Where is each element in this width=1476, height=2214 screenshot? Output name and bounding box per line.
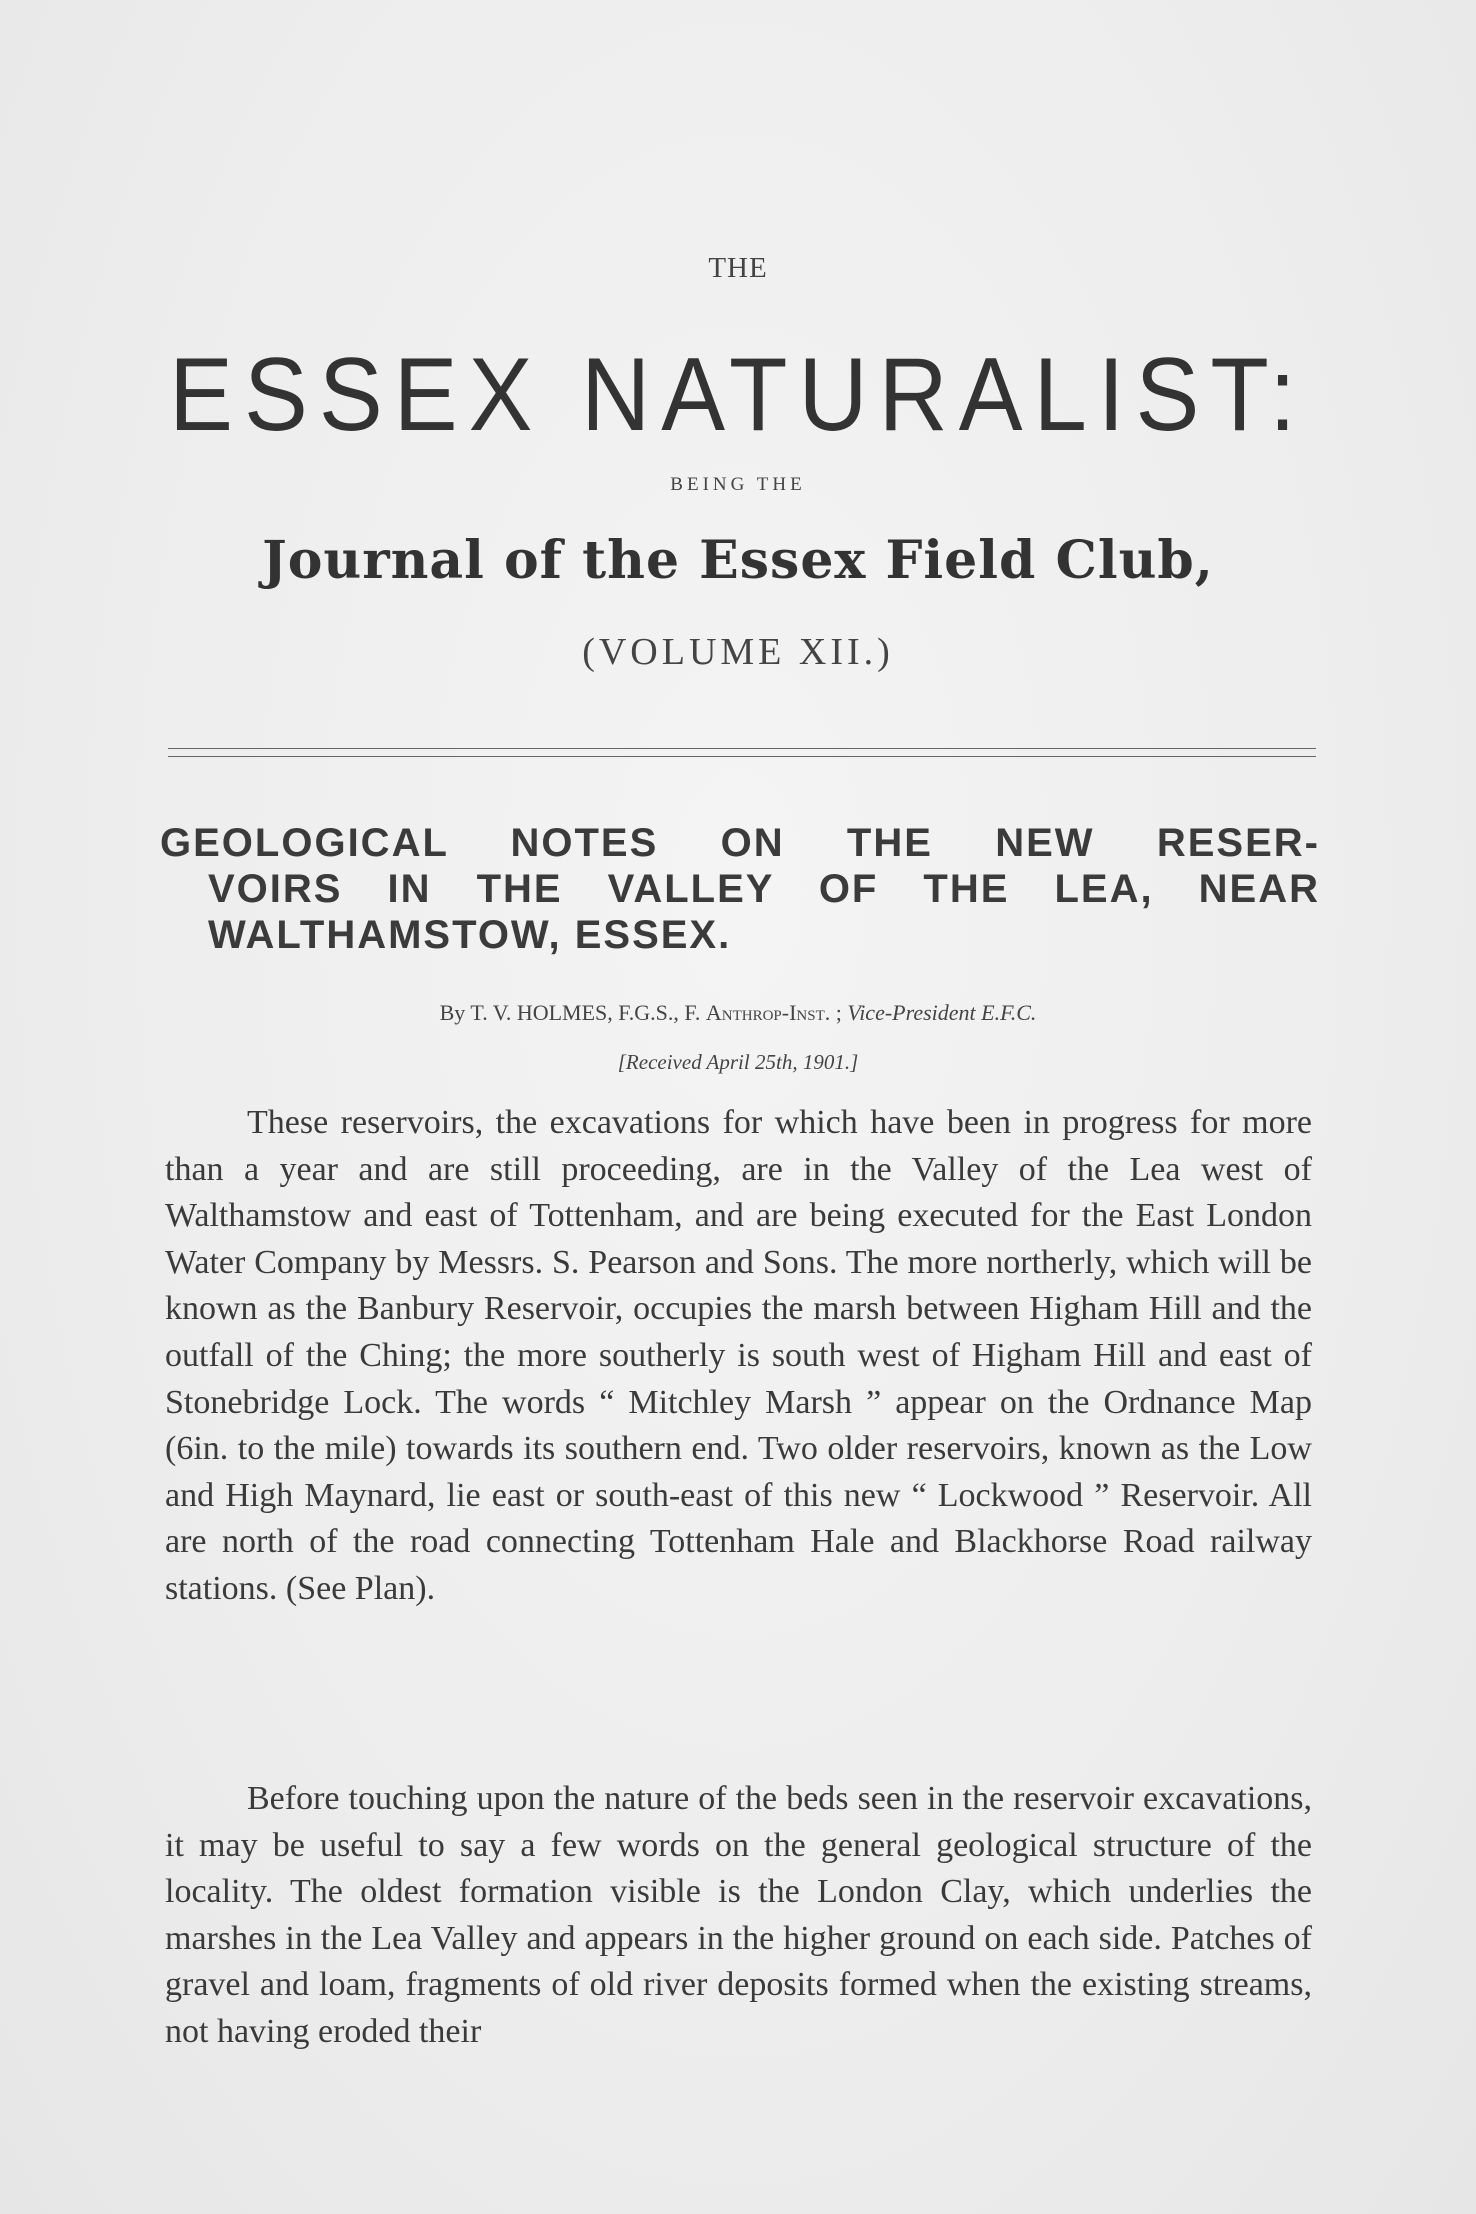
masthead-title: ESSEX NATURALIST:: [169, 337, 1307, 453]
body-paragraph: These reservoirs, the excavations for which have been in progress for more than a year and are still proceeding, are in the Valley of the Lea west of Walthamstow and east of Tottenham, and are being executed for the East London Water Company by Messrs. S. Pearson and Sons. The more northerly, which will be known as the Banbury Reservoir, occupies the marsh between Higham Hill and the outfall of the Ching; the more southerly is south west of Higham Hill and east of Stonebridge Lock. The words “ Mitchley Marsh ” appear on the Ordnance Map (6in. to the mile) towards its southern end. Two older reservoirs, known as the Low and High Maynard, lie east or south-east of this new “ Lockwood ” Reservoir. All are north of the road connecting Tottenham Hale and Blackhorse Road railway stations. (See Plan).: [165, 1104, 1312, 1607]
volume-label: (VOLUME XII.): [582, 631, 894, 673]
header-being-the: BEING THE: [670, 474, 806, 495]
article-title-line: VOIRS IN THE VALLEY OF THE LEA, NEAR: [208, 867, 1320, 911]
received-date: [Received April 25th, 1901.]: [617, 1050, 859, 1074]
byline-author: By T. V. HOLMES, F.G.S., F.: [439, 1000, 701, 1025]
header-the: THE: [708, 252, 768, 284]
byline-separator: ;: [835, 1000, 848, 1025]
article-body: [165, 1776, 1312, 2056]
header-divider-top: [168, 748, 1316, 749]
article-title-line: WALTHAMSTOW, ESSEX.: [208, 913, 732, 957]
article-title: [160, 820, 1320, 958]
header-divider-bottom: [168, 756, 1316, 757]
byline-institute: Anthrop-Inst.: [705, 1000, 831, 1025]
journal-name: Journal of the Essex Field Club,: [262, 530, 1214, 591]
byline-role: Vice-President E.F.C.: [847, 1000, 1037, 1025]
article-body: [165, 1100, 1312, 1613]
article-title-line: GEOLOGICAL NOTES ON THE NEW RESER-: [160, 821, 1320, 865]
body-paragraph: Before touching upon the nature of the beds seen in the reservoir excavations, it may be useful to say a few words on the general geological structure of the locality. The oldest formation visible is the London Clay, which underlies the marshes in the Lea Valley and appears in the higher ground on each side. Patches of gravel and loam, fragments of old river deposits formed when the existing streams, not having eroded their: [165, 1780, 1312, 2050]
author-byline: [0, 1000, 1476, 1026]
